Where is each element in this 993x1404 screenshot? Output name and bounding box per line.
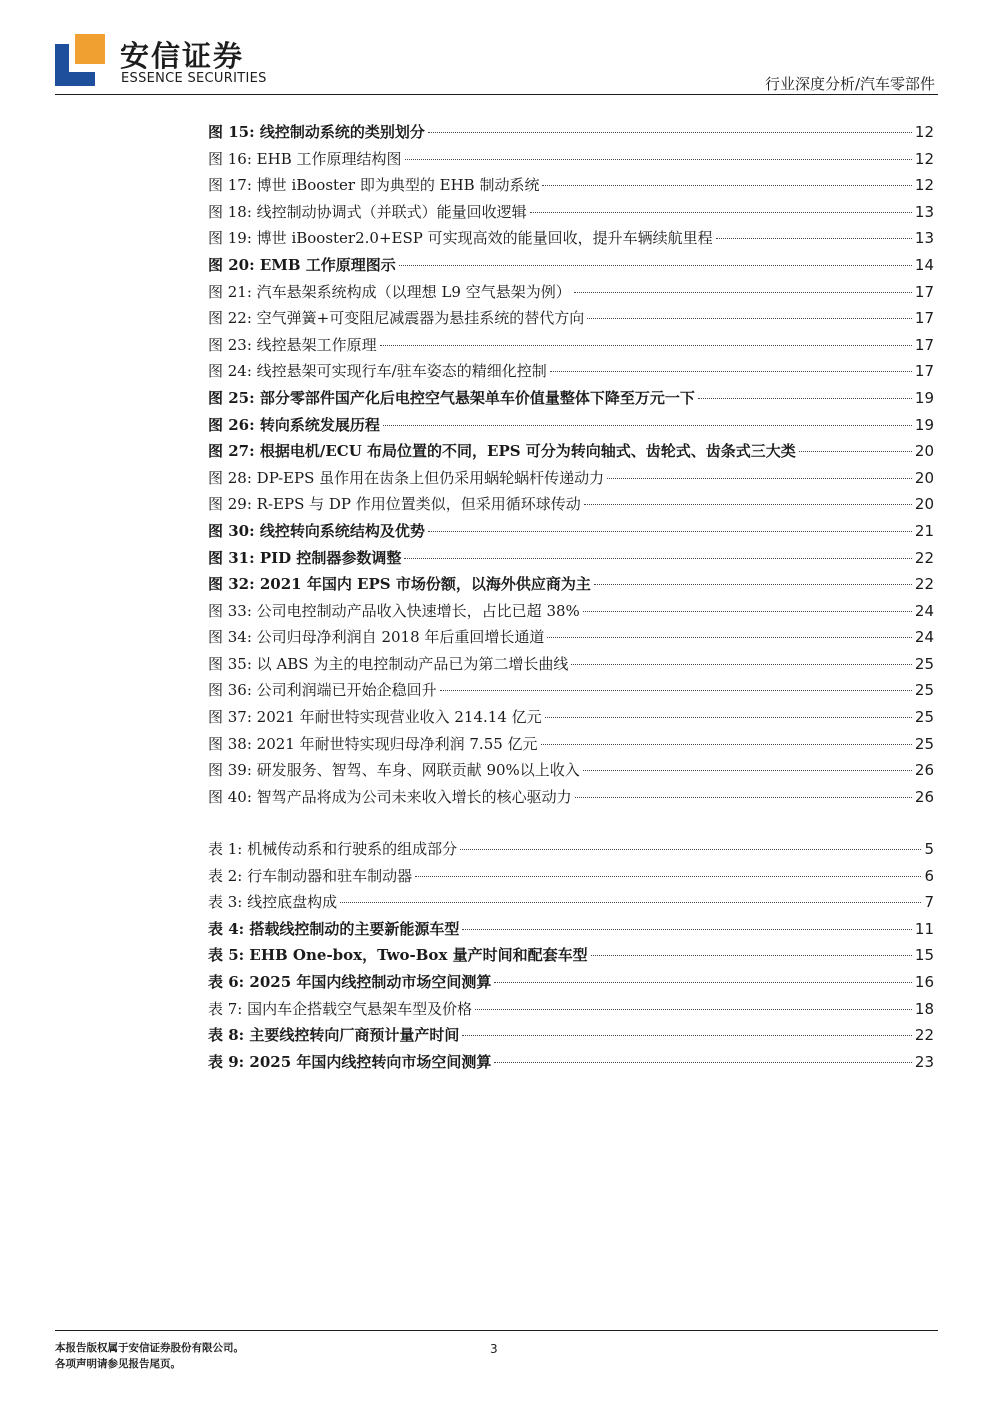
brand-name-cn: 安信证券 <box>120 39 245 73</box>
table-entry-label: 表 1: 机械传动系和行驶系的组成部分 <box>208 840 458 858</box>
figure-entry-label: 图 25: 部分零部件国产化后电控空气悬架单车价值量整体下降至万元一下 <box>208 388 695 407</box>
figure-entry-label: 图 22: 空气弹簧+可变阻尼减震器为悬挂系统的替代方向 <box>208 309 585 328</box>
figure-entry-page: 17 <box>914 309 934 328</box>
table-entry-page: 18 <box>914 999 934 1018</box>
figure-entry-label: 图 31: PID 控制器参数调整 <box>208 548 402 567</box>
dot-leader <box>583 611 912 612</box>
figure-entry[interactable] <box>208 600 934 627</box>
figure-index <box>208 121 934 812</box>
dot-leader <box>587 318 912 319</box>
figure-entry[interactable] <box>208 759 934 786</box>
figure-entry[interactable] <box>208 520 934 547</box>
dot-leader <box>607 478 912 479</box>
figure-entry[interactable] <box>208 254 934 281</box>
figure-entry-page: 25 <box>914 654 934 673</box>
figure-entry[interactable] <box>208 307 934 334</box>
table-entry-page: 22 <box>914 1026 934 1045</box>
dot-leader <box>462 929 911 930</box>
footer-divider <box>55 1330 938 1331</box>
dot-leader <box>550 371 912 372</box>
dot-leader <box>698 398 912 399</box>
figure-entry-label: 图 17: 博世 iBooster 即为典型的 EHB 制动系统 <box>208 176 540 195</box>
dot-leader <box>494 982 912 983</box>
table-entry[interactable] <box>208 891 934 918</box>
dot-leader <box>440 690 912 691</box>
figure-entry-page: 12 <box>914 176 934 195</box>
figure-entry-page: 19 <box>914 388 934 407</box>
figure-entry-page: 24 <box>914 601 934 620</box>
figure-entry-page: 22 <box>914 548 934 567</box>
figure-entry-label: 图 21: 汽车悬架系统构成（以理想 L9 空气悬架为例） <box>208 282 571 301</box>
figure-entry[interactable] <box>208 547 934 574</box>
figure-entry-page: 26 <box>914 761 934 780</box>
figure-entry-page: 17 <box>914 335 934 354</box>
table-entry-page: 11 <box>914 919 934 938</box>
figure-entry-page: 25 <box>914 708 934 727</box>
figure-entry[interactable] <box>208 679 934 706</box>
figure-entry-label: 图 32: 2021 年国内 EPS 市场份额，以海外供应商为主 <box>208 575 591 594</box>
figure-entry-label: 图 36: 公司利润端已开始企稳回升 <box>208 681 437 700</box>
figure-entry-label: 图 38: 2021 年耐世特实现归母净利润 7.55 亿元 <box>208 734 538 753</box>
dot-leader <box>404 558 912 559</box>
dot-leader <box>571 664 912 665</box>
figure-entry-page: 25 <box>914 734 934 753</box>
dot-leader <box>380 345 912 346</box>
figure-entry-page: 20 <box>914 442 934 461</box>
table-entry-page: 16 <box>914 972 934 991</box>
figure-entry[interactable] <box>208 201 934 228</box>
figure-entry[interactable] <box>208 493 934 520</box>
table-entry[interactable] <box>208 838 934 865</box>
copyright-notice: 本报告版权属于安信证券股份有限公司。 <box>55 1342 244 1354</box>
dot-leader <box>405 159 912 160</box>
table-entry-label: 表 4: 搭载线控制动的主要新能源车型 <box>208 919 460 938</box>
dot-leader <box>415 876 921 877</box>
footer-note <box>55 1340 244 1372</box>
dot-leader <box>799 451 912 452</box>
figure-entry[interactable] <box>208 626 934 653</box>
figure-entry-label: 图 27: 根据电机/ECU 布局位置的不同，EPS 可分为转向轴式、齿轮式、齿条式三大类 <box>208 442 796 461</box>
figure-entry-label: 图 29: R-EPS 与 DP 作用位置类似，但采用循环球传动 <box>208 495 581 514</box>
dot-leader <box>716 238 912 239</box>
figure-entry-label: 图 18: 线控制动协调式（并联式）能量回收逻辑 <box>208 202 527 221</box>
figure-entry[interactable] <box>208 733 934 760</box>
figure-entry-page: 13 <box>914 229 934 248</box>
table-entry-page: 15 <box>914 946 934 965</box>
figure-entry-page: 17 <box>914 362 934 381</box>
figure-entry-page: 20 <box>914 468 934 487</box>
dot-leader <box>428 132 912 133</box>
figure-entry-label: 图 35: 以 ABS 为主的电控制动产品已为第二增长曲线 <box>208 654 569 673</box>
table-entry-label: 表 9: 2025 年国内线控转向市场空间测算 <box>208 1052 492 1071</box>
table-entry[interactable] <box>208 998 934 1025</box>
table-entry-label: 表 7: 国内车企搭载空气悬架车型及价格 <box>208 999 473 1018</box>
figure-entry[interactable] <box>208 786 934 813</box>
figure-entry[interactable] <box>208 440 934 467</box>
figure-entry-page: 25 <box>914 681 934 700</box>
figure-entry[interactable] <box>208 334 934 361</box>
table-entry-label: 表 8: 主要线控转向厂商预计量产时间 <box>208 1026 460 1045</box>
dot-leader <box>475 1009 912 1010</box>
figure-entry-page: 19 <box>914 415 934 434</box>
figure-entry[interactable] <box>208 174 934 201</box>
figure-entry-label: 图 15: 线控制动系统的类别划分 <box>208 123 425 141</box>
dot-leader <box>542 185 911 186</box>
figure-entry[interactable] <box>208 653 934 680</box>
table-entry[interactable] <box>208 865 934 892</box>
figure-entry[interactable] <box>208 148 934 175</box>
figure-entry-label: 图 33: 公司电控制动产品收入快速增长，占比已超 38% <box>208 601 580 620</box>
dot-leader <box>547 637 912 638</box>
table-entry[interactable] <box>208 971 934 998</box>
table-entry[interactable] <box>208 1051 934 1078</box>
header-divider <box>55 94 938 95</box>
table-entry-page: 5 <box>924 840 934 858</box>
figure-entry-page: 24 <box>914 628 934 647</box>
figure-entry-label: 图 19: 博世 iBooster2.0+ESP 可实现高效的能量回收，提升车辆续航里程 <box>208 229 713 248</box>
dot-leader <box>340 902 921 903</box>
figure-entry-label: 图 24: 线控悬架可实现行车/驻车姿态的精细化控制 <box>208 362 547 381</box>
figure-entry-page: 17 <box>914 282 934 301</box>
figure-entry-label: 图 28: DP-EPS 虽作用在齿条上但仍采用蜗轮蜗杆传递动力 <box>208 468 605 487</box>
figure-entry-page: 22 <box>914 575 934 594</box>
figure-entry[interactable] <box>208 573 934 600</box>
table-entry-page: 7 <box>924 893 934 912</box>
table-entry-label: 表 2: 行车制动器和驻车制动器 <box>208 866 413 885</box>
table-entry-page: 6 <box>924 866 934 885</box>
figure-entry[interactable] <box>208 387 934 414</box>
figure-entry-label: 图 26: 转向系统发展历程 <box>208 415 380 434</box>
dot-leader <box>574 292 912 293</box>
dot-leader <box>428 531 912 532</box>
dot-leader <box>399 265 912 266</box>
figure-entry-label: 图 30: 线控转向系统结构及优势 <box>208 521 425 540</box>
figure-entry-page: 12 <box>914 149 934 168</box>
dot-leader <box>584 504 912 505</box>
dot-leader <box>575 797 912 798</box>
dot-leader <box>530 212 912 213</box>
table-entry-label: 表 3: 线控底盘构成 <box>208 893 338 912</box>
figure-entry[interactable] <box>208 467 934 494</box>
figure-entry-label: 图 23: 线控悬架工作原理 <box>208 335 377 354</box>
page-header <box>0 0 993 100</box>
essence-logo-icon <box>55 34 105 86</box>
figure-entry-page: 21 <box>914 521 934 540</box>
dot-leader <box>541 744 912 745</box>
figure-entry[interactable] <box>208 121 934 148</box>
table-entry-page: 23 <box>914 1052 934 1071</box>
figure-entry-label: 图 34: 公司归母净利润自 2018 年后重回增长通道 <box>208 628 545 647</box>
dot-leader <box>383 425 912 426</box>
table-index <box>208 838 934 1077</box>
figure-entry-page: 20 <box>914 495 934 514</box>
figure-entry[interactable] <box>208 414 934 441</box>
dot-leader <box>594 584 912 585</box>
figure-entry[interactable] <box>208 706 934 733</box>
table-entry-label: 表 5: EHB One-box，Two-Box 量产时间和配套车型 <box>208 946 588 965</box>
brand-name-en: ESSENCE SECURITIES <box>121 71 267 86</box>
dot-leader <box>462 1035 911 1036</box>
dot-leader <box>591 955 912 956</box>
figure-entry-label: 图 16: EHB 工作原理结构图 <box>208 149 402 168</box>
table-entry[interactable] <box>208 944 934 971</box>
figure-entry-label: 图 40: 智驾产品将成为公司未来收入增长的核心驱动力 <box>208 787 572 806</box>
figure-entry-page: 12 <box>914 123 934 141</box>
figure-entry-page: 26 <box>914 787 934 806</box>
report-category: 行业深度分析/汽车零部件 <box>764 75 935 93</box>
figure-entry-page: 14 <box>914 255 934 274</box>
dot-leader <box>460 849 921 850</box>
table-entry-label: 表 6: 2025 年国内线控制动市场空间测算 <box>208 972 492 991</box>
page-number: 3 <box>490 1342 498 1356</box>
figure-entry[interactable] <box>208 360 934 387</box>
figure-entry-label: 图 20: EMB 工作原理图示 <box>208 255 396 274</box>
figure-entry[interactable] <box>208 227 934 254</box>
dot-leader <box>545 717 912 718</box>
figure-entry[interactable] <box>208 281 934 308</box>
figure-entry-label: 图 37: 2021 年耐世特实现营业收入 214.14 亿元 <box>208 708 542 727</box>
figure-entry-page: 13 <box>914 202 934 221</box>
table-entry[interactable] <box>208 1024 934 1051</box>
dot-leader <box>583 770 912 771</box>
table-entry[interactable] <box>208 918 934 945</box>
figure-entry-label: 图 39: 研发服务、智驾、车身、网联贡献 90%以上收入 <box>208 761 580 780</box>
disclaimer-notice: 各项声明请参见报告尾页。 <box>55 1358 181 1370</box>
dot-leader <box>494 1062 912 1063</box>
